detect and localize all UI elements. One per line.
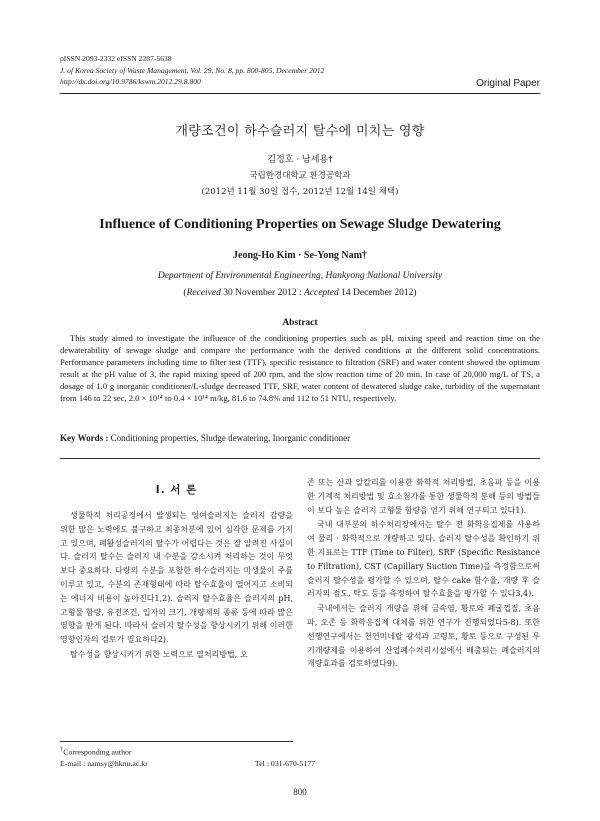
right-column [307, 476, 540, 672]
english-title: Influence of Conditioning Properties on Sewage Sludge Dewatering [99, 217, 501, 232]
section-heading-introduction: I. 서 론 [155, 484, 198, 496]
abstract-rule [60, 458, 540, 459]
korean-affiliation: 국립한경대학교 환경공학과 [249, 171, 351, 181]
korean-authors: 김정호 · 남세용† [267, 155, 333, 165]
article-type-badge: Original Paper [476, 78, 540, 89]
abstract-text: This study aimed to investigate the influence of the conditioning properties such as pH, mixing speed and reaction time on the dewaterability of sewage sludge and compare the performance with the derived conditions at the different solid concentrations. Performance parameters including time to filter test (TTF), specific resistance to filtration (SRF) and water content showed the optimum result at the pH value of 3, the rapid mixing speed of 200 rpm, and the slow reaction time of 20 min. In case of 20,000 mg/L of TS, a dosage of 1.0 g inorganic conditioner/L-sludge decreased TTF, SRF, water content of dewatered sludge cake, turbidity of the supernatant from 146 to 22 sec, 2.0 × 10¹⁴ to 0.4 × 10¹⁴ m/kg, 81.6 to 74.8% and 112 to 51 NTU, respectively. [60, 333, 540, 403]
left-column [60, 474, 293, 663]
page-number: 800 [293, 787, 307, 797]
paragraph: 국내에서는 슬러지 개량을 위해 금속염, 황토와 폐굴껍질, 초음파, 오존 등 화학응집제 대체를 위한 연구가 진행되었다5-8). 또한 선행연구에서는 천연미네랄 광석과 고령토, 황토 등으로 구성된 무기개량제를 이용하여 산업폐수처리시설에서 배출되는 폐슬러지의 개량효과를 검토하였다9). [307, 604, 540, 669]
english-authors: Jeong-Ho Kim · Se-Yong Nam† [233, 250, 367, 261]
footnote-label: Corresponding author [63, 747, 132, 757]
abstract-heading: Abstract [282, 318, 318, 328]
paragraph: 국내 대부분의 하수처리장에서는 탈수 전 화학응집제를 사용하여 물리 · 화학적으로 개량하고 있다. 슬러지 탈수성을 확인하기 위한 지표로는 TTF (Time to Filter), SRF (Specific Resistance to Filtration), CST (Capillary Suction Time)을 측정함으로써 슬러지 탈수성을 평가할 수 있으며, 탈수 cake 함수율, 개량 후 슬러지의 점도, 탁도 등을 측정하여 탈수효율을 평가할 수 있다3,4). [307, 520, 540, 599]
author-phone: Tel : 031-670-5177 [254, 758, 315, 768]
english-affiliation: Department of Environmental Engineering, Hankyong National University [157, 271, 443, 281]
paragraph: 생물학적 처리공정에서 발생되는 잉여슬러지는 슬러지 감량을 위한 많은 노력에도 불구하고 최종처분에 있어 심각한 문제를 가지고 있으며, 폐활성슬러지의 탈수가 어렵다는 것은 잘 알려진 사실이다. 슬러지 탈수는 슬러지 내 수분을 감소시켜 처리하는 것이 무엇보다 중요하다. 다량의 수분을 포함한 하수슬러지는 미생물이 주를 이루고 있고, 수분의 존재형태에 따라 탈수효율이 떨어지고 소비되는 에너지 비용이 높아진다1,2). 슬러지 탈수효율은 슬러지의 pH, 고형물 함량, 유전조건, 입자의 크기, 개량제의 종류 등에 따라 많은 영향을 받게 된다. 따라서 슬러지 탈수성을 향상시키기 위해 이러한 영향인자의 검토가 필요하다2). [60, 511, 293, 645]
corresponding-author-footnote [60, 744, 320, 769]
keywords [60, 433, 540, 443]
author-email[interactable]: E-mail : namsy@hknu.ac.kr [60, 758, 148, 768]
issn-line: pISSN 2093-2332 eISSN 2287-5638 [60, 54, 172, 63]
paragraph: 존 또는 산과 알칼리를 이용한 화학적 처리방법, 초음파 등을 이용한 기계적 처리방법 및 효소첨가를 통한 생물학적 분해 등의 방법들이 보다 높은 슬러지 고형물 함량을 얻기 위해 연구되고 있다1). [307, 478, 540, 515]
korean-dates: (2012년 11월 30일 접수, 2012년 12월 14일 채택) [201, 187, 399, 197]
journal-citation: J. of Korea Society of Waste Management, Vol. 29, No. 8, pp. 800-805, December 2012 [60, 65, 325, 75]
footnote-rule [60, 741, 293, 742]
keywords-text: Conditioning properties, Sludge dewatering, Inorganic conditioner [110, 433, 351, 443]
doi-link[interactable]: http://dx.doi.org/10.9786/kswm.2012.29.8.800 [60, 77, 201, 86]
korean-title: 개량조건이 하수슬러지 탈수에 미치는 영향 [175, 124, 425, 139]
dagger-mark: † [60, 746, 64, 753]
english-dates: (Received 30 November 2012 : Accepted 14 December 2012) [183, 288, 417, 298]
paragraph: 탈수성을 향상시키기 위한 노력으로 열처리방법, 오 [70, 649, 248, 659]
journal-header [60, 53, 440, 88]
header-rule [60, 93, 540, 94]
keywords-label: Key Words : [60, 433, 111, 443]
